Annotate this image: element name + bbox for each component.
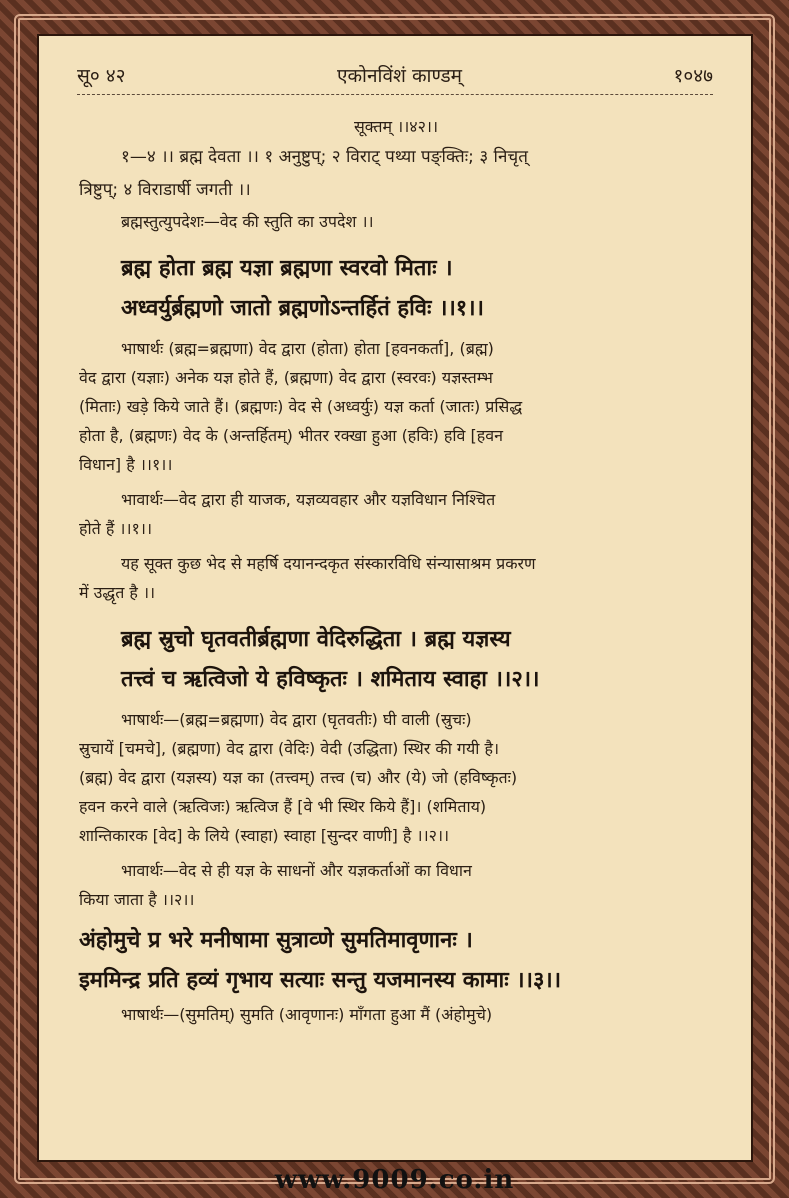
note-line: यह सूक्त कुछ भेद से महर्षि दयानन्दकृत संस्कारविधि संन्यासाश्रम प्रकरण: [121, 554, 536, 573]
mantra-line: ब्रह्म स्रुचो घृतवतीर्ब्रह्मणा वेदिरुद्धिता । ब्रह्म यज्ञस्य: [121, 626, 511, 652]
bhasharth-line: शान्तिकारक [वेद] के लिये (स्वाहा) स्वाहा [सुन्दर वाणी] है ।।२।।: [79, 826, 450, 845]
bhavarth-line: किया जाता है ।।२।।: [79, 890, 195, 909]
mantra-line: तत्त्वं च ऋत्विजो ये हविष्कृतः । शमिताय स्वाहा ।।२।।: [121, 666, 540, 692]
bhavarth-line: भावार्थः—वेद द्वारा ही याजक, यज्ञव्यवहार और यज्ञविधान निश्चित: [121, 490, 496, 509]
kanda-title: एकोनविंशं काण्डम्: [336, 65, 463, 87]
meta-line: त्रिष्टुप्; ४ विराडार्षी जगती ।।: [79, 180, 251, 200]
header-rule: [77, 94, 713, 95]
site-watermark: www.9009.co.in: [274, 1165, 515, 1195]
bhasharth-line: (मिताः) खड़े किये जाते हैं। (ब्रह्मणः) वेद से (अध्वर्युः) यज्ञ कर्ता (जातः) प्रसिद्ध: [79, 397, 523, 416]
bhasharth-line: भाषार्थः (ब्रह्म=ब्रह्मणा) वेद द्वारा (होता) होता [हवनकर्ता], (ब्रह्म): [121, 339, 494, 358]
bhavarth-line: भावार्थः—वेद से ही यज्ञ के साधनों और यज्ञकर्ताओं का विधान: [121, 861, 472, 880]
page-body: [79, 112, 713, 1029]
bhasharth-line: विधान] है ।।१।।: [79, 455, 173, 474]
page-number: १०४७: [673, 65, 713, 87]
book-page: [37, 34, 753, 1162]
bhasharth-line: (ब्रह्म) वेद द्वारा (यज्ञस्य) यज्ञ का (तत्त्वम्) तत्त्व (च) और (ये) जो (हविष्कृतः): [79, 768, 518, 787]
mantra-line: इममिन्द्र प्रति हव्यं गृभाय सत्याः सन्तु यजमानस्य कामाः ।।३।।: [79, 967, 562, 993]
mantra-line: अध्वर्युर्ब्रह्मणो जातो ब्रह्मणोऽन्तर्हितं हविः ।।१।।: [121, 295, 484, 321]
upadesh-line: ब्रह्मस्तुत्युपदेशः—वेद की स्तुति का उपदेश ।।: [121, 212, 374, 231]
meta-line: १—४ ।। ब्रह्म देवता ।। १ अनुष्टुप्; २ विराट् पथ्या पङ्क्तिः; ३ निचृत्: [121, 147, 528, 167]
sukta-number: सू० ४२: [77, 65, 126, 87]
bhasharth-line: भाषार्थः—(सुमतिम्) सुमति (आवृणानः) माँगता हुआ मैं (अंहोमुचे): [121, 1005, 493, 1024]
bhavarth-line: होते हैं ।।१।।: [79, 519, 153, 538]
bhasharth-line: होता है, (ब्रह्मणः) वेद के (अन्तर्हितम्) भीतर रक्खा हुआ (हविः) हवि [हवन: [79, 426, 504, 445]
bhasharth-line: वेद द्वारा (यज्ञाः) अनेक यज्ञ होते हैं, (ब्रह्मणा) वेद द्वारा (स्वरवः) यज्ञस्तम्भ: [79, 368, 493, 387]
running-head: [77, 60, 713, 90]
note-line: में उद्धृत है ।।: [79, 583, 156, 602]
bhasharth-line: स्रुचायें [चमचे], (ब्रह्मणा) वेद द्वारा (वेदिः) वेदी (उद्धिता) स्थिर की गयी है।: [79, 739, 500, 758]
bhasharth-line: भाषार्थः—(ब्रह्म=ब्रह्मणा) वेद द्वारा (घृतवतीः) घी वाली (स्रुचः): [121, 710, 472, 729]
bhasharth-line: हवन करने वाले (ऋत्विजः) ऋत्विज हैं [वे भी स्थिर किये हैं]। (शमिताय): [79, 797, 487, 816]
sukta-title: सूक्तम् ।।४२।।: [353, 117, 439, 136]
mantra-line: ब्रह्म होता ब्रह्म यज्ञा ब्रह्मणा स्वरवो मिताः ।: [121, 255, 453, 281]
mantra-line: अंहोमुचे प्र भरे मनीषामा सुत्राव्णे सुमतिमावृणानः ।: [79, 927, 473, 953]
